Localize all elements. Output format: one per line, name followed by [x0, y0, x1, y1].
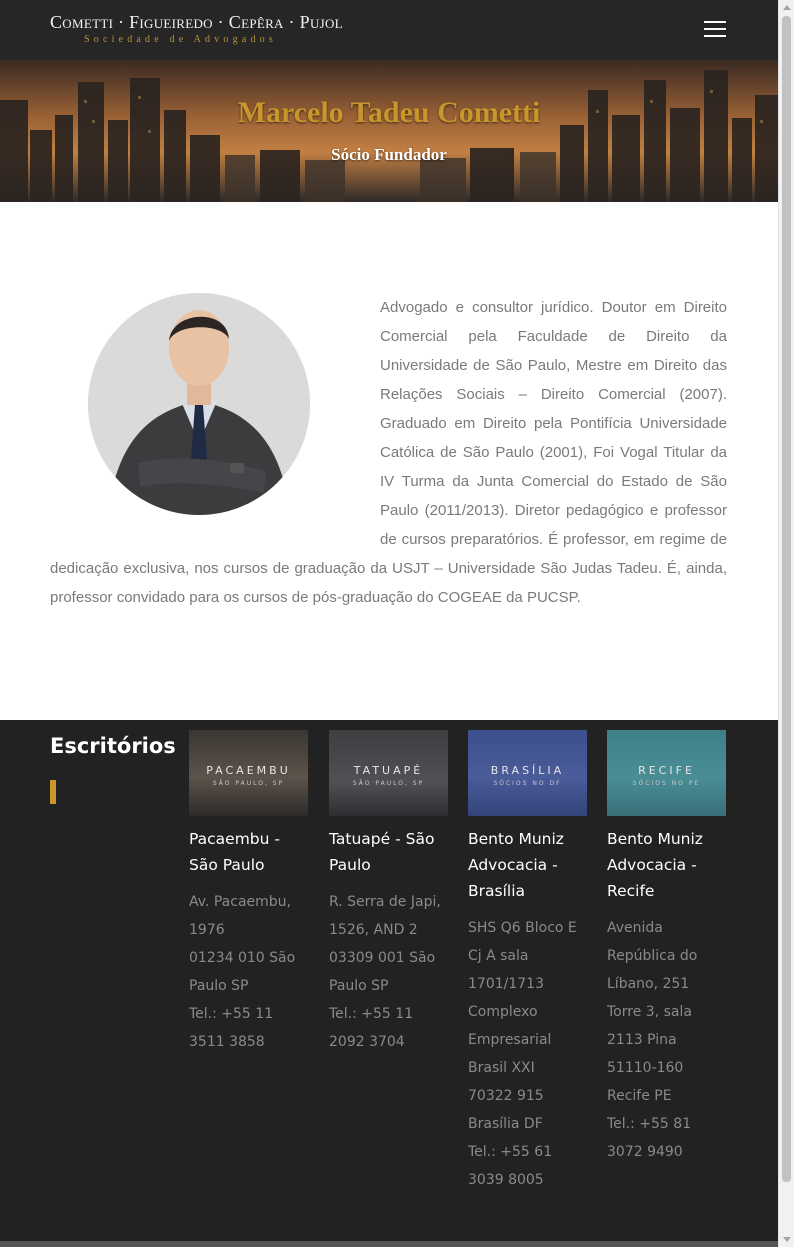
office-name[interactable]: Tatuapé - São Paulo — [329, 830, 435, 874]
biography-section — [0, 202, 778, 720]
offices-section — [0, 720, 778, 1241]
top-navigation-bar — [0, 0, 778, 60]
thumbnail-title: RECIFE — [638, 764, 695, 777]
thumbnail-title: PACAEMBU — [206, 764, 291, 777]
city-skyline-background — [0, 60, 778, 202]
office-address — [607, 914, 727, 1166]
office-name[interactable]: Bento Muniz Advocacia - Recife — [607, 830, 703, 900]
office-name[interactable]: Pacaembu - São Paulo — [189, 830, 280, 874]
thumbnail-subtitle: SÓCIOS NO PE — [632, 780, 701, 787]
office-thumbnail[interactable] — [189, 730, 308, 816]
vertical-scrollbar[interactable] — [778, 0, 794, 1247]
address-line: Avenida República do Líbano, 251 Torre 3, sala 2113 Pina — [607, 920, 698, 1048]
thumbnail-title: BRASÍLIA — [490, 764, 565, 777]
profile-photo — [88, 293, 310, 515]
scroll-down-arrow-icon[interactable] — [783, 1237, 791, 1242]
page-subtitle: Sócio Fundador — [331, 145, 447, 164]
logo-firm-name: Cometti · Figueiredo · Cepêra · Pujol — [50, 12, 343, 32]
office-address — [468, 914, 588, 1194]
address-line: R. Serra de Japi, 1526, AND 2 — [329, 894, 441, 938]
logo-tagline: Sociedade de Advogados — [84, 34, 277, 45]
office-card — [468, 730, 588, 1194]
biography-content — [50, 293, 727, 612]
office-card — [329, 730, 449, 1056]
address-line: 03309 001 São Paulo SP — [329, 950, 436, 994]
page-title: Marcelo Tadeu Cometti — [237, 96, 541, 129]
address-line: Av. Pacaembu, 1976 — [189, 894, 291, 938]
hero-banner — [0, 60, 778, 202]
thumbnail-subtitle: SÃO PAULO, SP — [212, 780, 285, 787]
office-thumbnail[interactable] — [329, 730, 448, 816]
office-thumbnail[interactable] — [468, 730, 587, 816]
office-card — [607, 730, 727, 1166]
phone-line: Tel.: +55 61 3039 8005 — [468, 1144, 553, 1188]
phone-line: Tel.: +55 11 2092 3704 — [329, 1006, 414, 1050]
offices-heading: Escritórios — [50, 734, 176, 758]
menu-line — [704, 21, 726, 23]
menu-line — [704, 28, 726, 30]
office-address — [189, 888, 309, 1056]
thumbnail-title: TATUAPÉ — [353, 764, 424, 777]
thumbnail-subtitle: SÃO PAULO, SP — [352, 780, 425, 787]
phone-line: Tel.: +55 11 3511 3858 — [189, 1006, 274, 1050]
office-address — [329, 888, 449, 1056]
address-line: 51110-160 Recife PE — [607, 1060, 684, 1104]
menu-line — [704, 35, 726, 37]
site-logo[interactable] — [50, 12, 370, 45]
address-line: SHS Q6 Bloco E Cj A sala 1701/1713 Complexo Empresarial Brasil XXI — [468, 920, 577, 1076]
address-line: 70322 915 Brasília DF — [468, 1088, 544, 1132]
phone-line: Tel.: +55 81 3072 9490 — [607, 1116, 692, 1160]
office-name[interactable]: Bento Muniz Advocacia - Brasília — [468, 830, 564, 900]
hamburger-menu-icon[interactable] — [700, 18, 730, 42]
heading-accent-bar — [50, 780, 56, 804]
office-thumbnail[interactable] — [607, 730, 726, 816]
biography-text: Advogado e consultor jurídico. Doutor em Direito Comercial pela Faculdade de Direito da Universidade de São Paulo, Mestre em Direito das Relações Sociais – Direito Comercial (2007). Graduado em Direito pela Pontifícia Universidade Católica de São Paulo (2001), Foi Vogal Titular da IV Turma da Junta Comercial do Estado de São Paulo (2011/2013). Diretor pedagógico e professor de cursos preparatórios. É professor, em regime de dedicação exclusiva, nos cursos de graduação da USJT – Universidade São Judas Tadeu. É, ainda, professor convidado para os cursos de pós-graduação do COGEAE da PUCSP. — [50, 299, 727, 606]
office-card — [189, 730, 309, 1056]
scroll-up-arrow-icon[interactable] — [783, 5, 791, 10]
address-line: 01234 010 São Paulo SP — [189, 950, 296, 994]
thumbnail-subtitle: SÓCIOS NO DF — [493, 780, 562, 787]
portrait-wrapper — [50, 293, 380, 529]
scrollbar-thumb[interactable] — [782, 16, 791, 1182]
person-portrait-illustration — [88, 293, 310, 515]
footer-strip — [0, 1241, 778, 1247]
